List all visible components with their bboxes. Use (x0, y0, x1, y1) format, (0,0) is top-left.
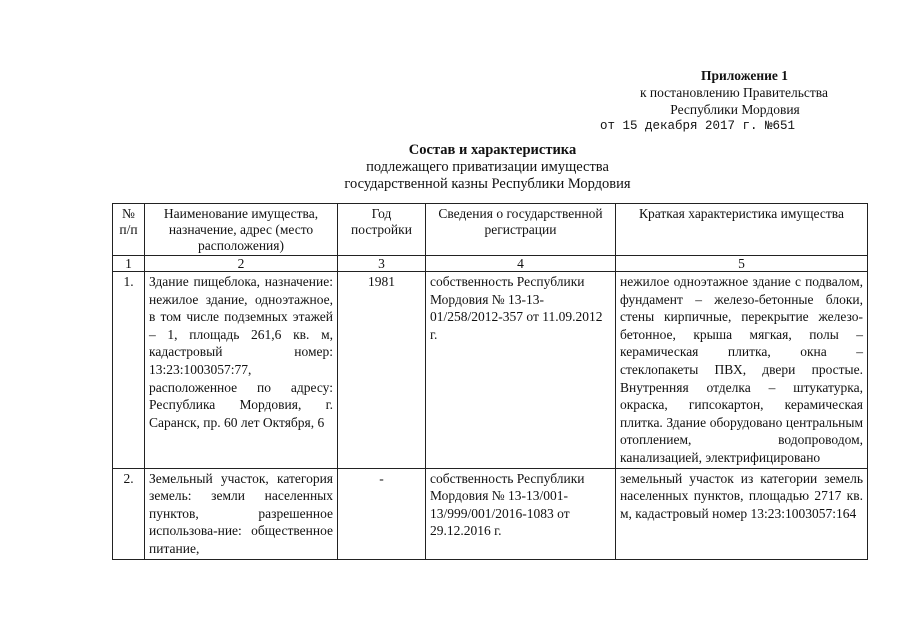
col-number: 1 (113, 256, 145, 272)
row-registration: собственность Республики Мордовия № 13-13/001-13/999/001/2016-1083 от 29.12.2016 г. (426, 468, 616, 559)
col-number: 4 (426, 256, 616, 272)
table-row (113, 272, 868, 469)
title-sub1: подлежащего приватизации имущества (366, 159, 609, 175)
header-description: Краткая характеристика имущества (616, 204, 868, 256)
row-year: 1981 (338, 272, 426, 469)
header-year: Год постройки (338, 204, 426, 256)
appendix-label: Приложение 1 (700, 68, 788, 83)
column-numbers-row (113, 256, 868, 272)
table-header-row (113, 204, 868, 256)
republic-name: Республики Мордовия (670, 102, 800, 117)
resolution-ref: к постановлению Правительства (639, 85, 828, 100)
title-main: Состав и характеристика (408, 142, 577, 158)
row-registration: собственность Республики Мордовия № 13-13-01/258/2012-357 от 11.09.2012 г. (426, 272, 616, 469)
row-description: земельный участок из категории земель населенных пунктов, площадью 2717 кв. м, кадастровый номер 13:23:1003057:164 (616, 468, 868, 559)
col-number: 5 (616, 256, 868, 272)
resolution-date-number: от 15 декабря 2017 г. №651 (600, 119, 796, 133)
row-year: - (338, 468, 426, 559)
table-row (113, 468, 868, 559)
row-name: Здание пищеблока, назначение: нежилое здание, одноэтажное, в том числе подземных этажей – 1, площадь 261,6 кв. м, кадастровый номер: 13:23:1003057:77, расположенное по адресу: Республика Мордовия, г. Саранск, пр. 60 лет Октября, 6 (145, 272, 338, 469)
row-num: 1. (113, 272, 145, 469)
header-name: Наименование имущества, назначение, адрес (место расположения) (145, 204, 338, 256)
col-number: 2 (145, 256, 338, 272)
property-table (112, 203, 868, 560)
title-sub2: государственной казны Республики Мордовия (344, 176, 631, 192)
document-title (0, 142, 905, 193)
row-num: 2. (113, 468, 145, 559)
header-registration: Сведения о государственной регистрации (426, 204, 616, 256)
header-num: № п/п (113, 204, 145, 256)
row-description: нежилое одноэтажное здание с подвалом, фундамент – железо-бетонные блоки, стены кирпичные, перекрытие железо-бетонное, крыша мягкая, полы – керамическая плитка, окна – стеклопакеты ПВХ, двери простые. Внутренняя отделка – штукатурка, окраска, гипсокартон, керамическая плитка. Здание оборудовано центральным отоплением, водопроводом, канализацией, электрифицировано (616, 272, 868, 469)
col-number: 3 (338, 256, 426, 272)
row-name: Земельный участок, категория земель: земли населенных пунктов, разрешенное использова-ние: общественное питание, (145, 468, 338, 559)
appendix-header (600, 67, 830, 135)
